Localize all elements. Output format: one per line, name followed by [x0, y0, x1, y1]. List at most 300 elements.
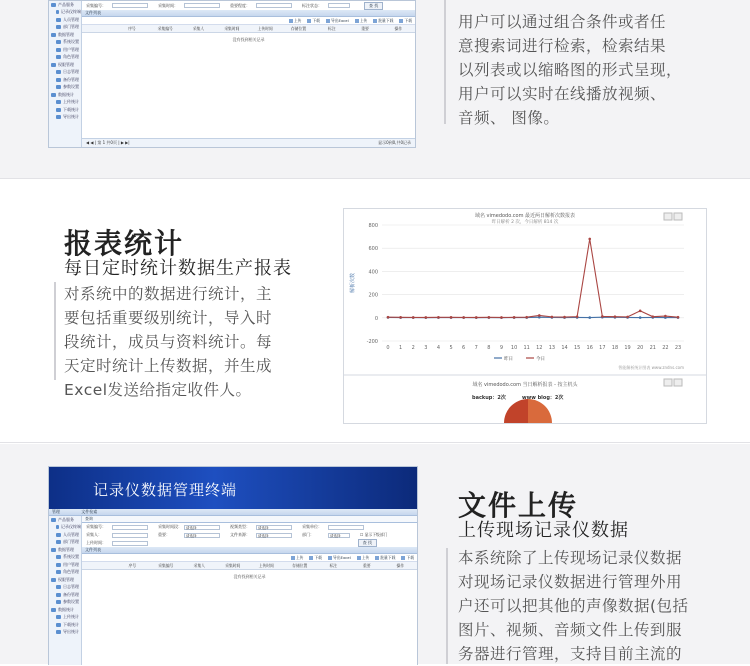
toolbar-label: 下载: [312, 18, 320, 24]
data-point: [399, 316, 402, 319]
tree-item-label: 数据统计: [58, 92, 74, 98]
x-tick-label: 18: [612, 345, 618, 351]
file-list-strip: 文件列表: [82, 10, 415, 17]
field-label: 部门：: [302, 532, 328, 538]
pager-summary: 显示0到0,共0记录: [378, 140, 411, 146]
x-tick-label: 9: [500, 345, 503, 351]
folder-icon: [51, 518, 56, 522]
y-tick-label: -200: [367, 339, 378, 345]
upload-title: 文件上传: [458, 484, 578, 524]
pager-controls[interactable]: ◀ ◀ | 第 1 共0页 | ▶ ▶|: [86, 140, 130, 146]
pie-slice: [528, 399, 552, 423]
tree-item-label: 人员管理: [63, 17, 79, 23]
field-select[interactable]: 请选择: [184, 533, 220, 538]
pie-slice: [504, 399, 528, 423]
field-label: 标注状态：: [302, 3, 328, 9]
app-tree-sidebar: [49, 516, 82, 665]
column-header[interactable]: 标注: [317, 563, 351, 569]
folder-icon: [51, 548, 56, 552]
checkbox-label: 显示下级部门: [365, 532, 388, 537]
export-icon: [674, 379, 682, 386]
x-tick-label: 13: [549, 345, 555, 351]
tree-item[interactable]: [56, 561, 81, 569]
column-header[interactable]: 采集编号: [149, 563, 183, 569]
folder-icon: [56, 78, 61, 82]
data-point: [651, 315, 654, 318]
tree-item[interactable]: [51, 61, 81, 69]
data-point: [475, 316, 478, 319]
tree-item[interactable]: [56, 524, 81, 532]
tree-item[interactable]: [56, 16, 81, 24]
x-tick-label: 8: [487, 345, 490, 351]
x-tick-label: 16: [587, 345, 593, 351]
folder-icon: [56, 630, 61, 634]
export-icon: [674, 213, 682, 220]
tree-item-label: 产品服务: [58, 517, 74, 523]
toolbar-icon: [289, 19, 293, 23]
folder-icon: [56, 70, 61, 74]
x-tick-label: 2: [412, 345, 415, 351]
tree-item-label: 日志管理: [63, 584, 79, 590]
tree-item-label: 权限管理: [58, 62, 74, 68]
toolbar-label: 导出Excel: [333, 555, 351, 561]
tree-item[interactable]: [56, 106, 81, 114]
empty-message: 没有找到相关记录: [82, 574, 417, 580]
search-form-row: [82, 539, 417, 547]
tree-item[interactable]: [56, 54, 81, 62]
x-tick-label: 0: [386, 345, 389, 351]
tree-item-label: 备份管理: [63, 77, 79, 83]
data-point: [576, 315, 579, 318]
tree-item[interactable]: [56, 614, 81, 622]
report-description: [64, 282, 304, 402]
app-main-panel: [82, 516, 417, 665]
folder-icon: [56, 100, 61, 104]
column-header[interactable]: 重要: [350, 563, 384, 569]
field-input[interactable]: [256, 3, 292, 8]
tree-item[interactable]: [56, 629, 81, 637]
tree-item-label: 下载统计: [63, 107, 79, 113]
folder-icon: [56, 623, 61, 627]
folder-icon: [56, 48, 61, 52]
app-main-panel: [82, 1, 415, 147]
search-form-row: [82, 1, 415, 10]
tree-item-label: 记录仪终端: [61, 9, 81, 15]
toolbar-label: 下载: [404, 18, 412, 24]
folder-icon: [56, 563, 61, 567]
toolbar-label: 导出Excel: [331, 18, 349, 24]
chart-credit: 智能解析统计图表 www.zndns.com: [618, 364, 684, 370]
legend-label: 昨日: [504, 355, 513, 362]
data-point: [462, 316, 465, 319]
tree-header: 管理: [52, 509, 60, 514]
x-tick-label: 15: [574, 345, 580, 351]
tree-item-label: 下载统计: [63, 622, 79, 628]
column-header[interactable]: 上传时间: [248, 26, 281, 32]
tree-item-label: 数据管理: [58, 547, 74, 553]
field-input[interactable]: [112, 3, 148, 8]
file-list-strip: 文件列表: [82, 547, 417, 554]
tree-item[interactable]: [56, 599, 81, 607]
toolbar-icon: [328, 556, 332, 560]
toolbar-icon: [291, 556, 295, 560]
folder-icon: [56, 115, 61, 119]
toolbar-label: 批量下载: [380, 555, 395, 561]
folder-icon: [56, 10, 59, 14]
toolbar-button[interactable]: [373, 18, 393, 24]
divider-line: [54, 282, 56, 380]
field-input[interactable]: [184, 3, 220, 8]
data-point: [601, 315, 604, 318]
grid-toolbar: [82, 17, 415, 25]
upload-description: [458, 546, 742, 666]
pie-chart-title: 域名 vimedodo.com 当日解析报表 - 按主机头: [472, 381, 578, 388]
toolbar-label: 上传: [296, 555, 304, 561]
tree-item[interactable]: [56, 621, 81, 629]
tree-item[interactable]: [56, 539, 81, 547]
x-tick-label: 17: [599, 345, 605, 351]
x-tick-label: 4: [437, 345, 440, 351]
column-header[interactable]: 存储位置: [282, 26, 315, 32]
folder-icon: [56, 540, 61, 544]
field-input[interactable]: [112, 533, 148, 538]
desc-line: 天定时统计上传数据，并生成: [64, 354, 304, 378]
toolbar-button[interactable]: [328, 555, 351, 561]
app-banner: [49, 467, 417, 509]
toolbar-icon: [309, 556, 313, 560]
grid-toolbar: [82, 554, 417, 562]
column-header[interactable]: 操作: [382, 26, 415, 32]
field-label: 采集单位：: [302, 524, 328, 530]
folder-icon: [56, 615, 61, 619]
y-tick-label: 800: [368, 223, 378, 229]
field-select[interactable]: 请选择: [328, 533, 350, 538]
pager-bar: [82, 138, 415, 147]
field-label: 上传时间：: [86, 540, 112, 546]
section-separator: [0, 178, 750, 179]
data-point: [488, 316, 491, 319]
x-tick-label: 23: [675, 345, 681, 351]
folder-icon: [51, 33, 56, 37]
column-header[interactable]: 采集人: [183, 563, 217, 569]
column-header[interactable]: 采集时间: [216, 563, 250, 569]
desc-line: 以列表或以缩略图的形式呈现，: [458, 58, 728, 82]
folder-icon: [56, 585, 61, 589]
column-header[interactable]: 操作: [384, 563, 418, 569]
data-point: [563, 316, 566, 319]
data-point: [513, 316, 516, 319]
column-header[interactable]: 重要: [348, 26, 381, 32]
grid-header: [82, 562, 417, 570]
field-label: 采集编号：: [86, 3, 112, 9]
field-input[interactable]: [328, 3, 350, 8]
toolbar-button[interactable]: [357, 555, 370, 561]
divider-line: [446, 548, 448, 664]
pie-label: www blog：2次: [522, 394, 563, 401]
y-tick-label: 0: [375, 316, 378, 322]
chart-title: 域名 vimedodo.com 最近两日解析次数报表: [475, 212, 575, 219]
field-select[interactable]: 请选择: [184, 525, 220, 530]
data-point: [425, 316, 428, 319]
tree-item-label: 参数设置: [63, 599, 79, 605]
field-label: 采集编号：: [86, 524, 112, 530]
y-tick-label: 600: [368, 246, 378, 252]
toolbar-label: 上传: [294, 18, 302, 24]
toolbar-label: 上传: [360, 18, 368, 24]
folder-icon: [56, 40, 61, 44]
toolbar-button[interactable]: [375, 555, 395, 561]
x-tick-label: 1: [399, 345, 402, 351]
column-header[interactable]: 采集编号: [149, 26, 182, 32]
toolbar-button[interactable]: [289, 18, 302, 24]
upload-subtitle: 上传现场记录仪数据: [458, 516, 629, 542]
folder-icon: [56, 593, 61, 597]
tree-item-label: 记录仪终端: [61, 524, 81, 530]
desc-line: 意搜索词进行检索，检索结果: [458, 34, 728, 58]
column-header[interactable]: 存储位置: [283, 563, 317, 569]
column-header[interactable]: 序号: [116, 563, 150, 569]
toolbar-label: 上传: [362, 555, 370, 561]
toolbar-icon: [326, 19, 330, 23]
x-tick-label: 12: [536, 345, 542, 351]
legend-label: 今日: [536, 355, 545, 362]
report-title: 报表统计: [64, 222, 184, 262]
field-input[interactable]: [328, 525, 364, 530]
desc-line: Excel发送给指定收件人。: [64, 378, 304, 402]
app-tree-sidebar: [49, 1, 82, 147]
tree-item[interactable]: [51, 1, 81, 9]
toolbar-icon: [401, 556, 405, 560]
column-header[interactable]: 序号: [115, 26, 148, 32]
folder-icon: [56, 18, 61, 22]
field-select[interactable]: 请选择: [256, 533, 292, 538]
chart-subtitle: 昨日解析 2 次，今日解析 814 次: [492, 218, 559, 225]
desc-line: 对系统中的数据进行统计，主: [64, 282, 304, 306]
tree-item-label: 人员管理: [63, 532, 79, 538]
toolbar-icon: [355, 19, 359, 23]
search-description: [458, 10, 728, 130]
desc-line: 务器进行管理，支持目前主流的: [458, 642, 742, 666]
data-point: [387, 316, 390, 319]
print-icon: [664, 379, 672, 386]
data-point: [525, 316, 528, 319]
tree-item-label: 用户管理: [63, 47, 79, 53]
tree-item-label: 导出统计: [63, 629, 79, 635]
report-chart-screenshot: [343, 208, 707, 424]
toolbar-button[interactable]: [291, 555, 304, 561]
tree-item[interactable]: [56, 114, 81, 122]
column-header[interactable]: 上传时间: [250, 563, 284, 569]
toolbar-label: 下载: [406, 555, 414, 561]
tree-item[interactable]: [51, 606, 81, 614]
tree-item[interactable]: [56, 24, 81, 32]
folder-icon: [51, 93, 56, 97]
data-point: [614, 315, 617, 318]
data-point: [551, 316, 554, 319]
upload-app-screenshot: [48, 466, 418, 665]
x-tick-label: 5: [449, 345, 452, 351]
x-tick-label: 14: [561, 345, 567, 351]
data-point: [626, 316, 629, 319]
tree-item[interactable]: [56, 39, 81, 47]
tree-item-label: 数据管理: [58, 32, 74, 38]
field-label: 重要程度：: [230, 3, 256, 9]
toolbar-button[interactable]: [399, 18, 412, 24]
folder-icon: [51, 578, 56, 582]
desc-line: 本系统除了上传现场记录仪数据: [458, 546, 742, 570]
column-header[interactable]: 采集时间: [215, 26, 248, 32]
y-tick-label: 200: [368, 293, 378, 299]
field-input[interactable]: [112, 525, 148, 530]
banner-title: 记录仪数据管理终端: [93, 479, 237, 500]
folder-icon: [56, 533, 61, 537]
grid-header: [82, 25, 415, 33]
tree-item-label: 部门管理: [63, 24, 79, 30]
tree-item[interactable]: [56, 531, 81, 539]
series-line: [388, 239, 678, 318]
x-tick-label: 11: [524, 345, 530, 351]
tree-item[interactable]: [51, 31, 81, 39]
desc-line: 要包括重要级别统计，导入时: [64, 306, 304, 330]
tree-item[interactable]: [56, 554, 81, 562]
field-label: 文件来源：: [230, 532, 256, 538]
tree-item[interactable]: [56, 569, 81, 577]
search-form-row: [82, 531, 417, 539]
folder-icon: [51, 608, 56, 612]
data-point: [450, 316, 453, 319]
folder-icon: [56, 55, 61, 59]
field-input[interactable]: [112, 541, 148, 546]
tree-item[interactable]: [56, 591, 81, 599]
folder-icon: [56, 570, 61, 574]
data-point: [437, 316, 440, 319]
tree-item-label: 角色管理: [63, 569, 79, 575]
tab-file-search[interactable]: 文件检索: [81, 509, 97, 514]
y-tick-label: 400: [368, 269, 378, 275]
field-select[interactable]: 请选择: [256, 525, 292, 530]
folder-icon: [56, 525, 59, 529]
field-label: 采集人：: [86, 532, 112, 538]
app-tab-strip: [49, 509, 417, 516]
desc-line: 音频、 图像。: [458, 106, 728, 130]
data-point: [639, 316, 642, 319]
tree-item-label: 数据统计: [58, 607, 74, 613]
desc-line: 用户可以通过组合条件或者任: [458, 10, 728, 34]
tree-item[interactable]: [56, 584, 81, 592]
desc-line: 户还可以把其他的声像数据(包括: [458, 594, 742, 618]
tree-item[interactable]: [56, 99, 81, 107]
toolbar-label: 下载: [314, 555, 322, 561]
data-point: [677, 316, 680, 319]
line-chart: [344, 209, 706, 423]
x-tick-label: 6: [462, 345, 465, 351]
tree-item-label: 导出统计: [63, 114, 79, 120]
desc-line: 段统计，成员与资料统计。每: [64, 330, 304, 354]
toolbar-icon: [307, 19, 311, 23]
tree-item-label: 参数设置: [63, 84, 79, 90]
empty-message: 没有找到相关记录: [82, 37, 415, 43]
desc-line: 用户可以实时在线播放视频、: [458, 82, 728, 106]
tree-item-label: 上传统计: [63, 614, 79, 620]
tree-item[interactable]: [56, 69, 81, 77]
divider-line: [444, 0, 446, 124]
toolbar-button[interactable]: [309, 555, 322, 561]
desc-line: 对现场记录仪数据进行管理外用: [458, 570, 742, 594]
tree-item[interactable]: [56, 76, 81, 84]
toolbar-button[interactable]: [307, 18, 320, 24]
folder-icon: [56, 555, 61, 559]
tree-item-label: 角色管理: [63, 54, 79, 60]
tree-item-label: 系统设置: [63, 39, 79, 45]
tree-item[interactable]: [56, 46, 81, 54]
x-tick-label: 21: [650, 345, 656, 351]
subdept-checkbox[interactable]: ☐ 显示下级部门: [360, 532, 387, 538]
tree-item-label: 上传统计: [63, 99, 79, 105]
x-tick-label: 19: [624, 345, 630, 351]
y-axis-label: 解析次数: [349, 273, 356, 293]
tree-item-label: 系统设置: [63, 554, 79, 560]
tree-item[interactable]: [51, 516, 81, 524]
tree-item-label: 权限管理: [58, 577, 74, 583]
x-tick-label: 3: [424, 345, 427, 351]
toolbar-icon: [373, 19, 377, 23]
tree-item[interactable]: [51, 91, 81, 99]
toolbar-icon: [375, 556, 379, 560]
folder-icon: [51, 3, 56, 7]
desc-line: 图片、视频、音频文件上传到服: [458, 618, 742, 642]
folder-icon: [56, 85, 61, 89]
toolbar-button[interactable]: [355, 18, 368, 24]
print-icon: [664, 213, 672, 220]
x-tick-label: 10: [511, 345, 517, 351]
search-button[interactable]: 查 找: [358, 539, 377, 547]
x-tick-label: 20: [637, 345, 643, 351]
tree-item-label: 日志管理: [63, 69, 79, 75]
toolbar-button[interactable]: [401, 555, 414, 561]
data-point: [412, 316, 415, 319]
column-header[interactable]: 采集人: [182, 26, 215, 32]
tree-item[interactable]: [56, 84, 81, 92]
tree-item[interactable]: [51, 576, 81, 584]
tree-item[interactable]: [51, 546, 81, 554]
tree-item[interactable]: [56, 9, 81, 17]
toolbar-icon: [399, 19, 403, 23]
tree-item-label: 部门管理: [63, 539, 79, 545]
tree-item-label: 用户管理: [63, 562, 79, 568]
search-button[interactable]: 查 找: [364, 2, 383, 10]
x-tick-label: 22: [662, 345, 668, 351]
report-subtitle: 每日定时统计数据生产报表: [64, 254, 292, 280]
section-separator: [0, 442, 750, 443]
tree-item-label: 备份管理: [63, 592, 79, 598]
search-form-row: [82, 523, 417, 531]
field-label: 采集时间：: [158, 3, 184, 9]
data-point: [588, 238, 591, 241]
folder-icon: [56, 25, 61, 29]
column-header[interactable]: 标注: [315, 26, 348, 32]
data-point: [538, 314, 541, 317]
field-label: 重要：: [158, 532, 184, 538]
tree-item-label: 产品服务: [58, 2, 74, 8]
folder-icon: [51, 63, 56, 67]
toolbar-icon: [357, 556, 361, 560]
data-point: [500, 316, 503, 319]
toolbar-button[interactable]: [326, 18, 349, 24]
query-strip: 查询: [82, 516, 417, 523]
data-point: [639, 310, 642, 313]
pie-label: backup：2次: [472, 394, 506, 401]
field-label: 采集时间段：: [158, 524, 184, 530]
